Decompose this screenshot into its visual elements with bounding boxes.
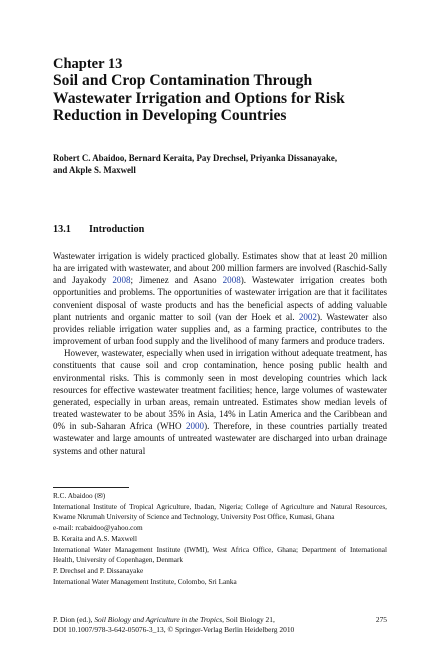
section-title: Introduction: [89, 224, 145, 235]
chapter-title-line: Reduction in Developing Countries: [53, 107, 287, 124]
footer-text: , Soil Biology 21,: [222, 615, 275, 624]
body-text: [53, 250, 387, 457]
citation-link[interactable]: 2002: [298, 311, 317, 322]
text-run: ). Therefore, in these countries partially treated wastewater and large amounts of untreated wastewater are discharged into urban drainage systems and other natural: [53, 421, 387, 456]
chapter-title-line: Wastewater Irrigation and Options for Risk: [53, 89, 345, 107]
affiliation-names: B. Keraita and A.S. Maxwell: [53, 535, 137, 544]
footer-text: P. Dion (ed.),: [53, 615, 95, 624]
envelope-icon: ✉: [96, 492, 103, 500]
author-list: [53, 152, 393, 176]
citation-link[interactable]: 2008: [222, 275, 241, 286]
affiliation-name: R.C. Abaidoo (: [53, 492, 97, 500]
affiliation-text: International Water Management Institute (IWMI), West Africa Office, Ghana; Department of International Health, University of Copenhagen, Denmark: [53, 546, 387, 564]
citation-link[interactable]: 2000: [185, 421, 205, 432]
affiliation-text: International Institute of Tropical Agriculture, Ibadan, Nigeria; College of Agriculture and Natural Resources, Kwame Nkrumah University of Science and Technology, University Post Office, Kumasi, Ghana: [53, 503, 387, 521]
affiliation-names: [53, 492, 387, 502]
author-line: Robert C. Abaidoo, Bernard Keraita, Pay Drechsel, Priyanka Dissanayake,: [53, 153, 338, 163]
author-line: and Akple S. Maxwell: [53, 165, 136, 175]
section-number: 13.1: [53, 224, 71, 235]
text-run: Wastewater irrigation is widely practiced globally. Estimates show that at least 20 million ha are irrigated with wastewater, and about 200 million farmers are involved (Raschid-Sally and Jayakody: [53, 251, 387, 286]
text-run: ). Wastewater irrigation creates both opportunities and problems. The opportunities of wastewater irrigation are that it facilitates convenient disposal of waste products and has the beneficial aspects of adding valuable plant nutrients and organic matter to soil (van der Hoek et al.: [53, 275, 387, 322]
author-affiliations: [53, 492, 387, 589]
chapter-title-line: Soil and Crop Contamination Through: [53, 72, 313, 89]
text-run: ; Jimenez and Asano: [130, 275, 223, 286]
page-number: 275: [375, 615, 387, 624]
paragraph: [53, 250, 387, 347]
affiliation-name-end: ): [102, 492, 106, 500]
footer-doi: DOI 10.1007/978-3-642-05076-3_13, © Springer-Verlag Berlin Heidelberg 2010: [53, 625, 295, 634]
footer-citation: [53, 615, 387, 625]
affiliation-text: International Water Management Institute, Colombo, Sri Lanka: [53, 578, 237, 587]
affiliation-email[interactable]: e-mail: rcabaidoo@yahoo.com: [53, 523, 143, 532]
book-title: Soil Biology and Agriculture in the Tropics: [94, 615, 223, 624]
chapter-title: [53, 72, 393, 125]
chapter-label: Chapter 13: [53, 56, 123, 72]
affiliation-names: P. Drechsel and P. Dissanayake: [53, 567, 144, 576]
text-run: However, wastewater, especially when used in irrigation without adequate treatment, has constituents that cause soil and crop contamination, hence posing public health and environmental risks. This is commonly seen in most developing countries which lack resources for effective wastewater treatment facilities; hence, large volumes of wastewater generated, especially in urban areas, remain untreated. Estimates show median levels of treated wastewater to be about 35% in Asia, 14% in Latin America and the Caribbean and 0% in sub-Saharan Africa (WHO: [53, 348, 387, 432]
section-heading: [53, 223, 144, 236]
citation-link[interactable]: 2008: [112, 275, 131, 286]
page-footer: [53, 615, 387, 635]
paragraph: [53, 347, 387, 456]
text-run: ). Wastewater also provides reliable irrigation water supplies and, as a farming practice, contributes to the improvement of urban food supply and the livelihood of many farmers and produce traders.: [53, 311, 387, 347]
footnote-divider: [53, 487, 129, 488]
